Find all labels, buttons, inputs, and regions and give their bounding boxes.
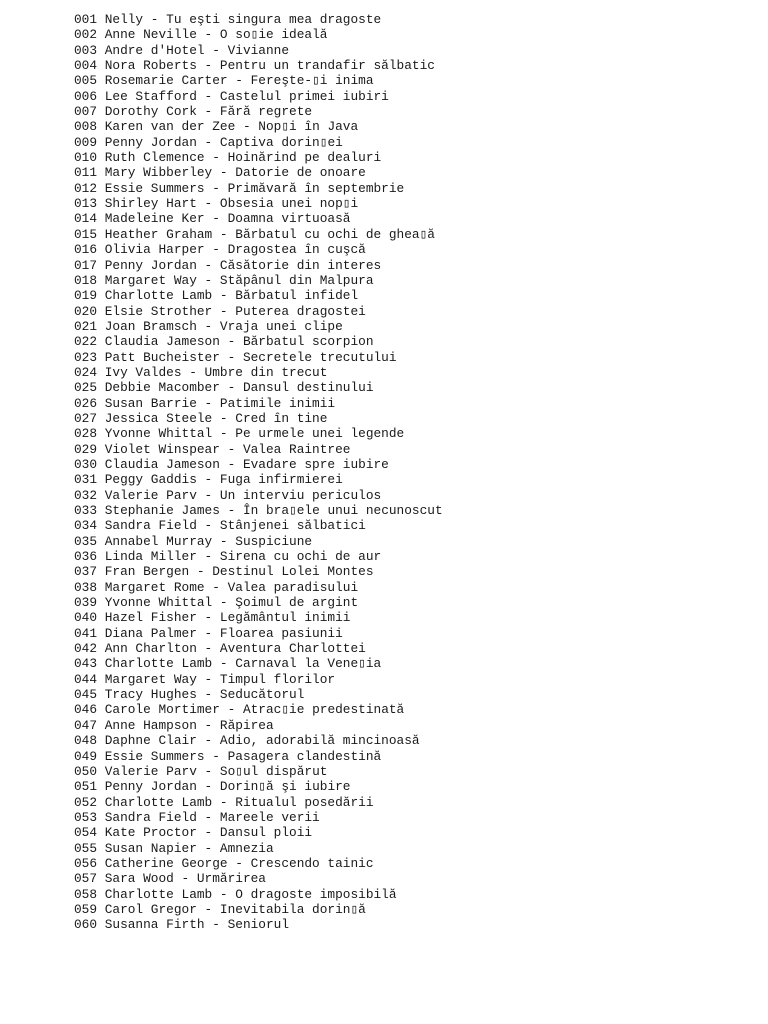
list-line: 059 Carol Gregor - Inevitabila dorin▯ă: [74, 901, 366, 917]
list-line: 049 Essie Summers - Pasagera clandestină: [74, 748, 382, 764]
list-line: 020 Elsie Strother - Puterea dragostei: [74, 303, 366, 319]
list-line: 058 Charlotte Lamb - O dragoste imposibilă: [74, 886, 397, 902]
list-line: 031 Peggy Gaddis - Fuga infirmierei: [74, 472, 343, 488]
list-line: 038 Margaret Rome - Valea paradisului: [74, 579, 359, 595]
list-line: 027 Jessica Steele - Cred în tine: [74, 410, 328, 426]
list-line: 001 Nelly - Tu eşti singura mea dragoste: [74, 12, 382, 27]
list-line: 050 Valerie Parv - So▯ul dispărut: [74, 763, 328, 779]
list-line: 042 Ann Charlton - Aventura Charlottei: [74, 641, 366, 657]
list-line: 002 Anne Neville - O so▯ie ideală: [74, 27, 328, 43]
list-line: 045 Tracy Hughes - Seducătorul: [74, 687, 305, 703]
list-line: 034 Sandra Field - Stânjenei sălbatici: [74, 518, 366, 534]
list-line: 044 Margaret Way - Timpul florilor: [74, 671, 336, 687]
list-line: 048 Daphne Clair - Adio, adorabilă mincinoasă: [74, 733, 420, 749]
list-line: 041 Diana Palmer - Floarea pasiunii: [74, 625, 343, 641]
list-line: 054 Kate Proctor - Dansul ploii: [74, 825, 313, 841]
list-line: 028 Yvonne Whittal - Pe urmele unei legende: [74, 426, 405, 442]
list-line: 039 Yvonne Whittal - Şoimul de argint: [74, 595, 359, 611]
list-line: 037 Fran Bergen - Destinul Lolei Montes: [74, 564, 374, 580]
list-line: 033 Stephanie James - În bra▯ele unui necunoscut: [74, 503, 443, 518]
list-line: 024 Ivy Valdes - Umbre din trecut: [74, 364, 328, 380]
list-line: 004 Nora Roberts - Pentru un trandafir sălbatic: [74, 58, 435, 74]
list-line: 057 Sara Wood - Urmărirea: [74, 871, 266, 887]
list-line: 046 Carole Mortimer - Atrac▯ie predestinată: [74, 702, 405, 718]
list-line: 015 Heather Graham - Bărbatul cu ochi de ghea▯ă: [74, 226, 435, 242]
list-line: 014 Madeleine Ker - Doamna virtuoasă: [74, 211, 351, 227]
list-line: 052 Charlotte Lamb - Ritualul posedării: [74, 794, 374, 810]
list-line: 018 Margaret Way - Stăpânul din Malpura: [74, 272, 374, 288]
list-line: 055 Susan Napier - Amnezia: [74, 840, 274, 856]
list-line: 023 Patt Bucheister - Secretele trecutului: [74, 349, 397, 365]
list-line: 021 Joan Bramsch - Vraja unei clipe: [74, 318, 343, 334]
list-line: 025 Debbie Macomber - Dansul destinului: [74, 380, 374, 396]
list-line: 010 Ruth Clemence - Hoinărind pe dealuri: [74, 150, 382, 166]
list-line: 053 Sandra Field - Mareele verii: [74, 809, 320, 825]
list-line: 012 Essie Summers - Primăvară în septembrie: [74, 180, 405, 196]
list-line: 005 Rosemarie Carter - Fereşte-▯i inima: [74, 73, 374, 89]
list-line: 056 Catherine George - Crescendo tainic: [74, 855, 374, 871]
list-line: 008 Karen van der Zee - Nop▯i în Java: [74, 119, 359, 135]
list-line: 051 Penny Jordan - Dorin▯ă şi iubire: [74, 779, 351, 795]
list-line: 007 Dorothy Cork - Fără regrete: [74, 104, 313, 120]
list-line: 009 Penny Jordan - Captiva dorin▯ei: [74, 134, 343, 150]
list-line: 029 Violet Winspear - Valea Raintree: [74, 441, 351, 457]
list-line: 032 Valerie Parv - Un interviu periculos: [74, 487, 382, 503]
list-line: 043 Charlotte Lamb - Carnaval la Vene▯ia: [74, 656, 382, 672]
list-line: 026 Susan Barrie - Patimile inimii: [74, 395, 336, 411]
list-line: 003 Andre d'Hotel - Vivianne: [74, 42, 290, 58]
list-line: 013 Shirley Hart - Obsesia unei nop▯i: [74, 196, 359, 212]
document-page: [74, 12, 754, 933]
list-line: 016 Olivia Harper - Dragostea în cuşcă: [74, 242, 366, 258]
list-line: 035 Annabel Murray - Suspiciune: [74, 533, 313, 549]
list-line: 030 Claudia Jameson - Evadare spre iubire: [74, 456, 389, 472]
list-line: 022 Claudia Jameson - Bărbatul scorpion: [74, 334, 374, 350]
list-line: 019 Charlotte Lamb - Bărbatul infidel: [74, 288, 359, 304]
list-line: 040 Hazel Fisher - Legământul inimii: [74, 610, 351, 626]
list-line: 006 Lee Stafford - Castelul primei iubiri: [74, 88, 389, 104]
list-line: 047 Anne Hampson - Răpirea: [74, 717, 274, 733]
list-line: 011 Mary Wibberley - Datorie de onoare: [74, 165, 366, 181]
list-line: 036 Linda Miller - Sirena cu ochi de aur: [74, 549, 382, 565]
list-line: 060 Susanna Firth - Seniorul: [74, 917, 290, 933]
list-line: 017 Penny Jordan - Căsătorie din interes: [74, 257, 382, 273]
